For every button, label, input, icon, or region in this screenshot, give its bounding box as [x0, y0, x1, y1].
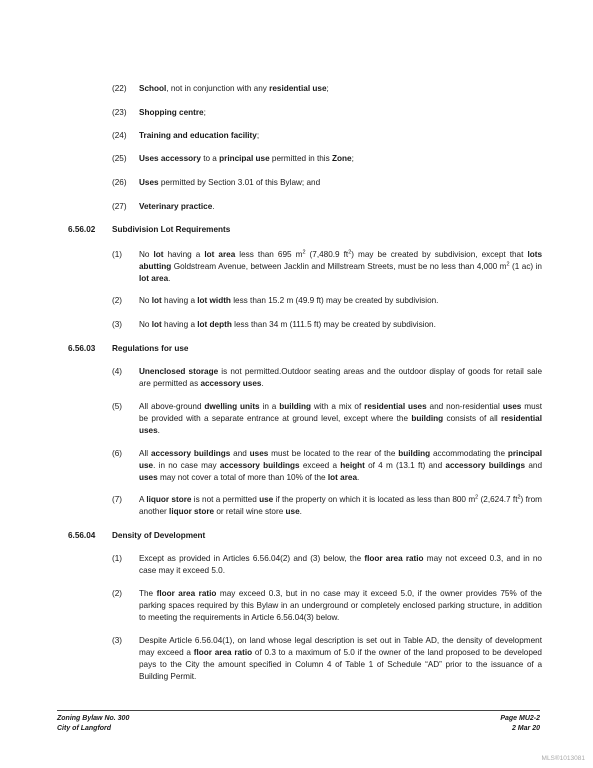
section-title: Regulations for use: [112, 344, 189, 353]
item-number: (3): [112, 636, 123, 645]
item-number: (1): [112, 250, 123, 259]
text-run: Except as provided in Articles 6.56.04(2) and (3) below, the: [139, 554, 365, 563]
superscript: 2: [517, 494, 521, 501]
footer-city: City of Langford: [57, 725, 112, 732]
defined-term: lot: [153, 250, 164, 259]
text-run: ;: [256, 131, 260, 140]
defined-term: building: [411, 414, 444, 423]
defined-term: height: [340, 461, 365, 470]
text-run: . in no case may: [153, 461, 220, 470]
text-run: may exceed 0.3, but in no case may it exceed 5.0, if the owner provides 75% of the parking spaces required by this Bylaw in an underground or completely enclosed parking structure, in addition to meeting the requirements in Article 6.56.04(3) below.: [139, 589, 542, 622]
defined-term: uses: [502, 402, 522, 411]
item-number: (26): [112, 178, 127, 187]
text-run: .: [168, 274, 171, 283]
text-run: No: [139, 250, 154, 259]
section-number: 6.56.04: [68, 531, 96, 540]
item-text: [139, 177, 542, 189]
defined-term: Zone: [332, 154, 352, 163]
defined-term: use: [285, 507, 300, 516]
item-text: [139, 295, 542, 307]
text-run: with a mix of: [311, 402, 365, 411]
defined-term: Uses accessory: [139, 154, 201, 163]
text-run: , not in conjunction with any: [166, 84, 270, 93]
text-run: .: [261, 379, 264, 388]
item-text: [139, 588, 542, 624]
section-title: Density of Development: [112, 531, 206, 540]
defined-term: residential uses: [364, 402, 427, 411]
section-title: Subdivision Lot Requirements: [112, 225, 231, 234]
superscript: 2: [348, 249, 352, 256]
item-number: (24): [112, 131, 127, 140]
text-run: must be provided with a separate entrance at ground level, except where the: [139, 402, 542, 423]
item-number: (2): [112, 589, 123, 598]
section-number: 6.56.02: [68, 225, 96, 234]
item-number: (27): [112, 202, 127, 211]
item-text: [139, 401, 542, 437]
text-run: Goldstream Avenue, between Jacklin and Millstream Streets, must be no less than 4,000 m: [171, 262, 507, 271]
defined-term: principal use: [139, 449, 542, 470]
text-run: in a: [259, 402, 280, 411]
mls-watermark: MLS®1013081: [541, 755, 585, 762]
item-number: (22): [112, 84, 127, 93]
defined-term: accessory buildings: [445, 461, 526, 470]
text-run: ) may be created by subdivision, except that: [351, 250, 528, 259]
defined-term: accessory uses: [200, 379, 262, 388]
footer-bylaw: Zoning Bylaw No. 300: [57, 715, 130, 722]
text-run: ) from another: [139, 495, 542, 516]
superscript: 2: [302, 249, 306, 256]
item-number: (6): [112, 449, 123, 458]
item-number: (5): [112, 402, 123, 411]
defined-term: uses: [139, 473, 158, 482]
text-run: ;: [326, 84, 329, 93]
text-run: The: [139, 589, 157, 598]
defined-term: use: [259, 495, 274, 504]
defined-term: building: [279, 402, 312, 411]
text-run: may not cover a total of more than 10% of the: [157, 473, 328, 482]
defined-term: floor area ratio: [156, 589, 217, 598]
defined-term: principal use: [219, 154, 270, 163]
item-text: [139, 130, 542, 142]
text-run: may not exceed 0.3, and in no case may it exceed 5.0.: [139, 554, 542, 575]
text-run: consists of all: [443, 414, 502, 423]
section-number: 6.56.03: [68, 344, 96, 353]
item-text: [139, 249, 542, 285]
defined-term: lot area: [327, 473, 358, 482]
item-text: [139, 366, 542, 390]
defined-term: lot area: [204, 250, 236, 259]
text-run: is not permitted.Outdoor seating areas and the outdoor display of goods for retail sale are permitted as: [139, 367, 542, 388]
defined-term: Training and education facility: [139, 131, 257, 140]
item-number: (4): [112, 367, 123, 376]
item-text: [139, 319, 542, 331]
defined-term: liquor store: [169, 507, 215, 516]
defined-term: residential use: [269, 84, 327, 93]
text-run: ;: [351, 154, 354, 163]
defined-term: accessory buildings: [150, 449, 231, 458]
text-run: .: [212, 202, 215, 211]
item-number: (3): [112, 320, 123, 329]
defined-term: liquor store: [146, 495, 192, 504]
defined-term: Shopping centre: [139, 108, 204, 117]
defined-term: accessory buildings: [219, 461, 300, 470]
text-run: is not a permitted: [191, 495, 260, 504]
text-run: accommodating the: [430, 449, 508, 458]
text-run: to a: [200, 154, 220, 163]
text-run: if the property on which it is located as less than 800 m: [273, 495, 476, 504]
item-text: [139, 153, 542, 165]
defined-term: School: [139, 84, 167, 93]
text-run: must be located to the rear of the: [268, 449, 399, 458]
defined-term: lot width: [197, 296, 231, 305]
defined-term: lots abutting: [139, 250, 542, 271]
text-run: and non-residential: [426, 402, 503, 411]
text-run: less than 34 m (111.5 ft) may be created by subdivision.: [231, 320, 436, 329]
defined-term: Unenclosed storage: [139, 367, 219, 376]
text-run: of 4 m (13.1 ft) and: [364, 461, 446, 470]
footer-page: Page MU2-2: [500, 715, 540, 722]
text-run: ;: [203, 108, 206, 117]
defined-term: uses: [249, 449, 269, 458]
text-run: and: [230, 449, 250, 458]
superscript: 2: [475, 494, 479, 501]
defined-term: floor area ratio: [364, 554, 424, 563]
text-run: of 0.3 to a maximum of 5.0 if the owner of the land proposed to be developed pays to the City the amount specified in Column 4 of Table 1 of Schedule “AD” prior to the issuance of a Building Permit.: [139, 648, 542, 681]
item-text: [139, 553, 542, 577]
defined-term: floor area ratio: [193, 648, 253, 657]
item-number: (2): [112, 296, 123, 305]
text-run: All: [139, 449, 151, 458]
item-number: (25): [112, 154, 127, 163]
text-run: .: [157, 426, 160, 435]
defined-term: Veterinary practice: [139, 202, 213, 211]
item-text: [139, 635, 542, 683]
text-run: less than 695 m: [235, 250, 303, 259]
defined-term: lot: [151, 296, 162, 305]
text-run: having a: [161, 296, 198, 305]
footer-divider: [57, 710, 540, 711]
text-run: permitted by Section 3.01 of this Bylaw; and: [158, 178, 321, 187]
text-run: permitted in this: [269, 154, 332, 163]
item-number: (1): [112, 554, 123, 563]
item-number: (7): [112, 495, 123, 504]
text-run: (2,624.7 ft: [478, 495, 518, 504]
defined-term: dwelling units: [204, 402, 260, 411]
text-run: .: [299, 507, 302, 516]
text-run: No: [139, 296, 152, 305]
text-run: less than 15.2 m (49.9 ft) may be created by subdivision.: [230, 296, 439, 305]
item-text: [139, 201, 542, 213]
text-run: (7,480.9 ft: [305, 250, 349, 259]
text-run: exceed a: [299, 461, 341, 470]
item-text: [139, 448, 542, 484]
defined-term: building: [398, 449, 431, 458]
item-text: [139, 107, 542, 119]
superscript: 2: [506, 261, 510, 268]
text-run: having a: [161, 320, 198, 329]
defined-term: lot: [151, 320, 162, 329]
defined-term: residential uses: [139, 414, 542, 435]
text-run: Despite Article 6.56.04(1), on land whose legal description is set out in Table AD, the density of development may exceed a: [139, 636, 542, 657]
defined-term: lot depth: [197, 320, 232, 329]
text-run: All above-ground: [139, 402, 205, 411]
text-run: having a: [163, 250, 205, 259]
item-number: (23): [112, 108, 127, 117]
footer-date: 2 Mar 20: [511, 725, 540, 732]
item-text: [139, 83, 542, 95]
text-run: (1 ac) in: [509, 262, 542, 271]
text-run: .: [357, 473, 360, 482]
defined-term: Uses: [139, 178, 159, 187]
item-text: [139, 494, 542, 518]
text-run: No: [139, 320, 152, 329]
defined-term: lot area: [139, 274, 169, 283]
text-run: A: [139, 495, 147, 504]
text-run: and: [525, 461, 543, 470]
text-run: or retail wine store: [214, 507, 286, 516]
